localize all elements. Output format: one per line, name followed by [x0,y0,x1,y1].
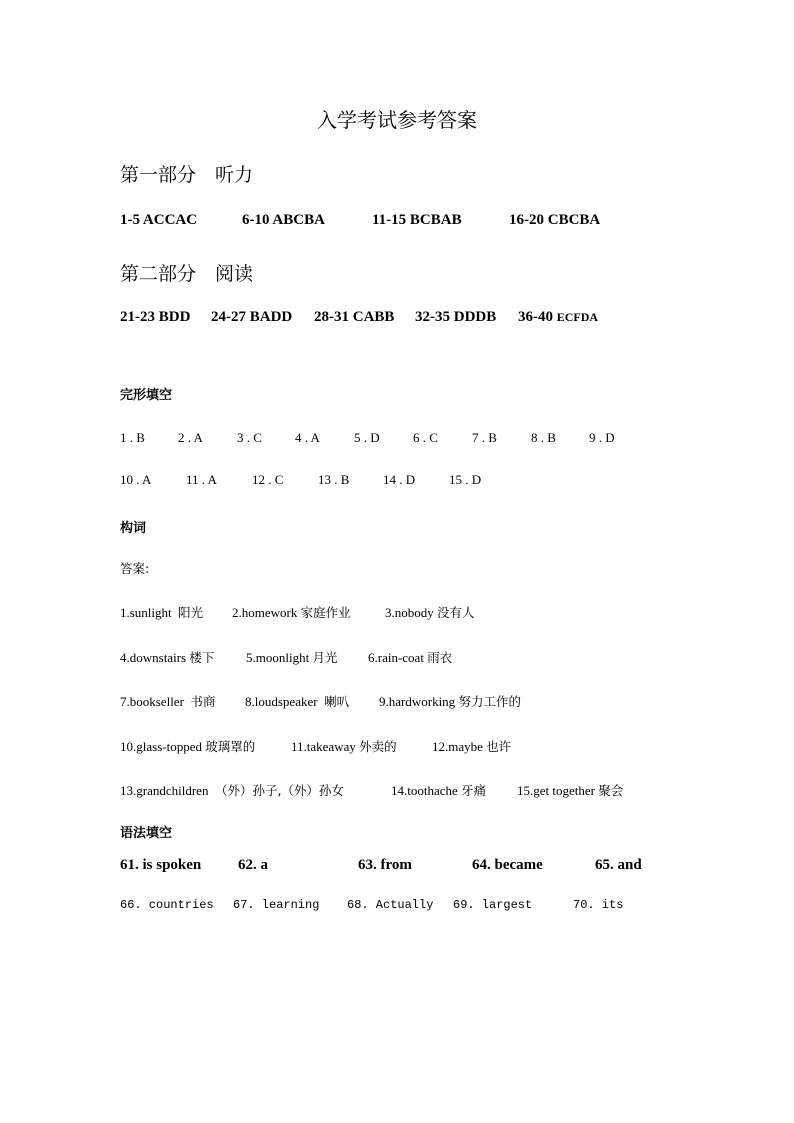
cloze-answer: 3 . C [237,430,262,445]
word-en: 12.maybe [432,739,483,754]
word-en: 13.grandchildren [120,783,209,798]
word-en: 1.sunlight [120,605,172,620]
reading-answer-1: 21-23 BDD [120,309,191,325]
word-cn: 楼下 [189,650,215,665]
word-en: 11.takeaway [291,739,356,754]
word-cn: 书商 [190,694,216,709]
word-item [232,603,351,621]
reading-answer-5 [518,309,598,326]
word-cn: 雨衣 [427,650,453,665]
word-cn: 喇叭 [324,694,350,709]
word-item [246,648,337,666]
reading-answer-5-value: ECFDA [556,310,599,324]
cloze-answer: 11 . A [186,472,217,487]
grammar-answer: 63. from [358,857,412,873]
cloze-answer: 10 . A [120,472,152,487]
grammar-heading: 语法填空 [120,826,173,841]
word-en: 9.hardworking [379,694,456,709]
grammar-answer: 69. largest [453,898,533,912]
word-formation-heading: 构词 [120,521,147,536]
grammar-answer: 66. countries [120,898,214,912]
word-item [120,603,203,621]
word-cn: 外卖的 [359,739,397,754]
cloze-row-1 [120,430,720,448]
cloze-answer: 4 . A [295,430,320,445]
word-item [517,781,623,799]
word-cn: 聚会 [598,783,624,798]
reading-answer-3: 28-31 CABB [314,309,395,325]
word-cn: （外）孙子,（外）孙女 [214,783,344,798]
word-cn: 玻璃罩的 [205,739,256,754]
word-en: 4.downstairs [120,650,187,665]
cloze-answer: 2 . A [178,430,203,445]
part2-heading: 第二部分 阅读 [120,263,254,285]
reading-answer-5-range: 36-40 [518,309,553,325]
listening-answer-1: 1-5 ACCAC [120,212,198,228]
word-en: 8.loudspeaker [245,694,318,709]
word-en: 15.get together [517,783,595,798]
word-en: 7.bookseller [120,694,184,709]
word-cn: 家庭作业 [300,605,351,620]
cloze-answer: 12 . C [252,472,284,487]
word-line-4 [120,737,720,755]
cloze-heading: 完形填空 [120,388,173,403]
word-line-3 [120,692,720,710]
word-line-5 [120,781,720,799]
word-item [391,781,486,799]
grammar-answer: 61. is spoken [120,857,202,873]
cloze-answer: 9 . D [589,430,615,445]
cloze-answer: 8 . B [531,430,556,445]
word-en: 10.glass-topped [120,739,202,754]
word-item [385,603,475,621]
word-cn: 努力工作的 [458,694,521,709]
grammar-answer: 65. and [595,857,642,873]
part1-heading: 第一部分 听力 [120,164,254,186]
grammar-answer: 68. Actually [347,898,434,912]
page-title: 入学考试参考答案 [317,108,477,132]
grammar-row-2 [120,898,720,916]
listening-answer-3: 11-15 BCBAB [372,212,462,228]
cloze-row-2 [120,472,720,490]
word-item [368,648,452,666]
listening-answer-4: 16-20 CBCBA [509,212,601,228]
cloze-answer: 1 . B [120,430,145,445]
word-item [120,781,344,799]
word-en: 5.moonlight [246,650,310,665]
word-en: 14.toothache [391,783,458,798]
grammar-answer: 64. became [472,857,543,873]
word-cn: 月光 [312,650,338,665]
word-en: 2.homework [232,605,298,620]
word-item [432,737,511,755]
word-cn: 阳光 [178,605,204,620]
word-item [291,737,397,755]
cloze-answer: 5 . D [354,430,380,445]
reading-answer-2: 24-27 BADD [211,309,293,325]
word-en: 3.nobody [385,605,434,620]
cloze-answer: 7 . B [472,430,497,445]
word-item [245,692,349,710]
listening-answer-2: 6-10 ABCBA [242,212,325,228]
word-en: 6.rain-coat [368,650,424,665]
cloze-answer: 6 . C [413,430,438,445]
cloze-answer: 13 . B [318,472,350,487]
word-item [379,692,521,710]
cloze-answer: 15 . D [449,472,482,487]
word-item [120,692,215,710]
grammar-answer: 62. a [238,857,268,873]
word-line-2 [120,648,720,666]
grammar-row-1 [120,857,720,877]
word-item [120,737,255,755]
cloze-answer: 14 . D [383,472,416,487]
word-cn: 牙痛 [461,783,487,798]
word-cn: 没有人 [437,605,475,620]
answer-label [120,559,149,577]
grammar-answer: 70. its [573,898,624,912]
word-item [120,648,214,666]
word-cn: 也许 [486,739,512,754]
word-line-1 [120,603,720,621]
grammar-answer: 67. learning [233,898,320,912]
reading-answer-4: 32-35 DDDB [415,309,497,325]
answer-label-text: 答案: [120,561,150,576]
